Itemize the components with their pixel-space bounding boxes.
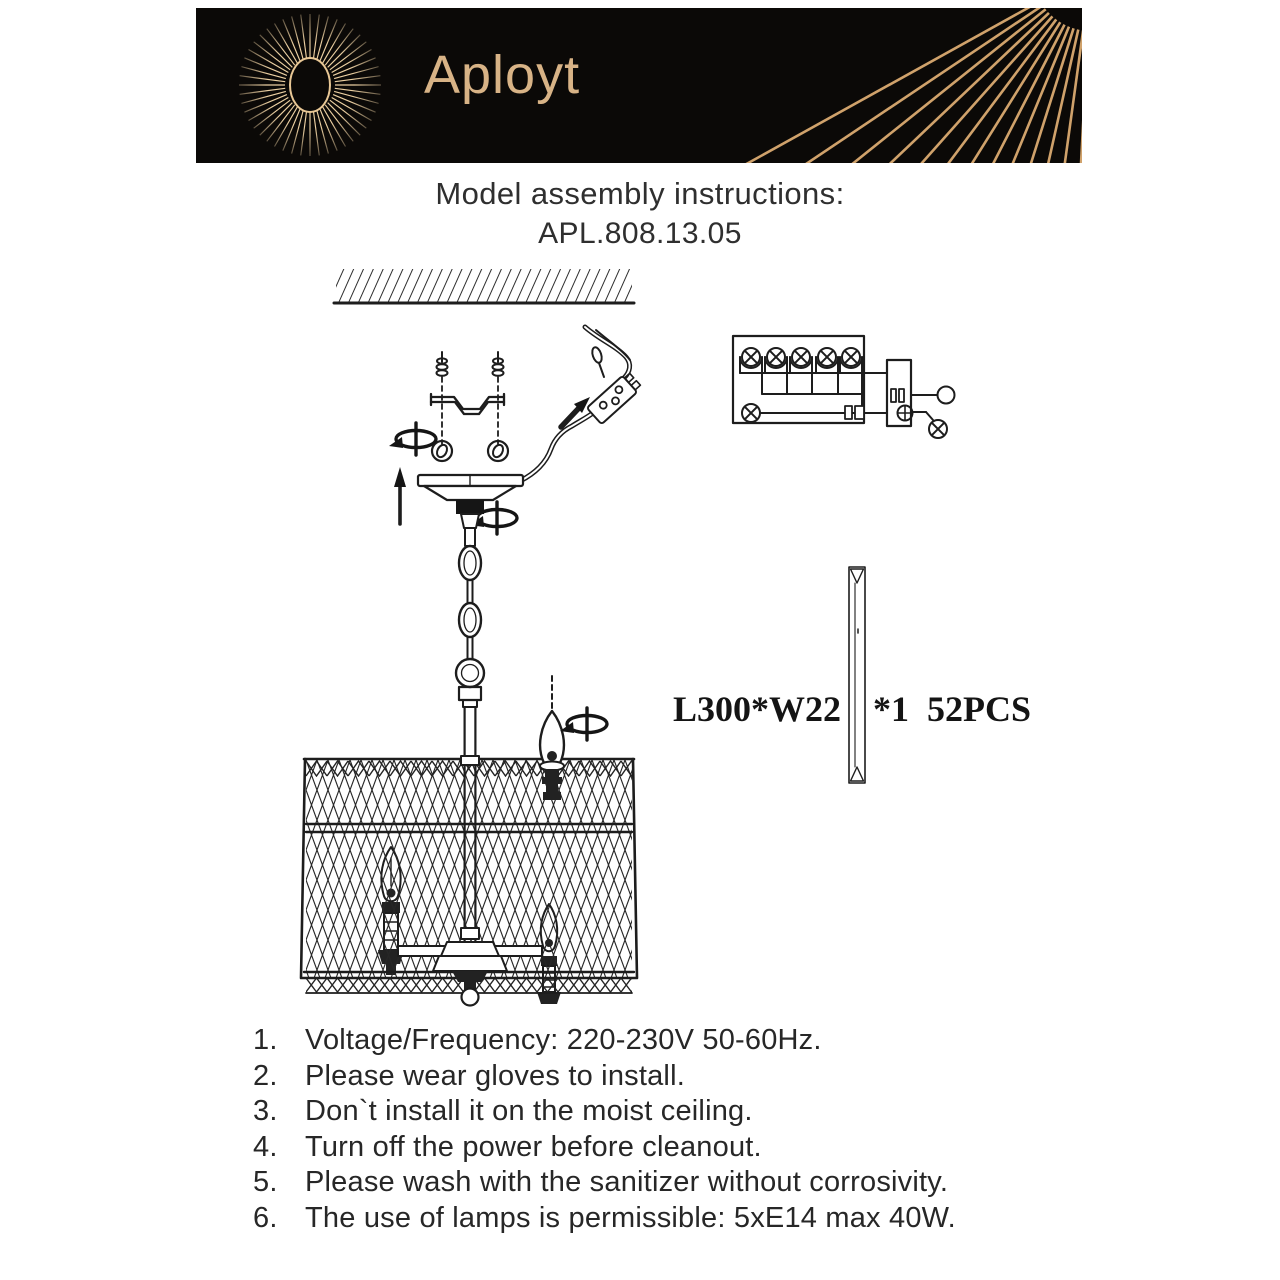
model-number: APL.808.13.05 (538, 217, 742, 250)
wiring-diagram (733, 336, 955, 438)
finial (462, 982, 479, 1006)
lamp-symbol (765, 348, 787, 394)
brand-name: Aployt (424, 45, 581, 105)
lamp-symbol (816, 348, 838, 394)
ceiling-hatch (334, 269, 634, 303)
instruction-list (253, 1024, 1113, 1237)
wire-connector (587, 346, 643, 424)
lamp-symbol (840, 348, 862, 394)
rotation-icon (389, 423, 436, 455)
crystal-prism (849, 567, 865, 783)
item-text: Please wear gloves to install. (305, 1059, 685, 1092)
up-arrow-icon (394, 467, 406, 524)
item-text: Turn off the power before cleanout. (305, 1130, 762, 1163)
item-number: 2. (253, 1059, 278, 1092)
list-item (253, 1060, 1113, 1096)
list-item (253, 1166, 1113, 1202)
item-number: 4. (253, 1130, 278, 1163)
drum-shade (301, 676, 637, 1006)
candle-bulb-top (540, 676, 564, 800)
lamp-symbol (790, 348, 812, 394)
item-number: 1. (253, 1024, 278, 1056)
list-item (253, 1024, 1113, 1060)
page-title: Model assembly instructions: (435, 176, 845, 211)
lamp-symbol (929, 420, 947, 438)
item-text: Voltage/Frequency: 220-230V 50-60Hz. (305, 1024, 822, 1056)
item-text: Please wash with the sanitizer without corrosivity. (305, 1166, 949, 1198)
hanging-chain (456, 528, 484, 707)
lamp-symbol (740, 348, 762, 394)
crystal-qty-label: *1 52PCS (873, 689, 1032, 729)
list-item (253, 1202, 1113, 1238)
item-number: 3. (253, 1095, 278, 1127)
crystal-size-label: L300*W22 (672, 689, 841, 729)
item-text: Don`t install it on the moist ceiling. (305, 1095, 753, 1127)
plug-symbol (938, 387, 955, 404)
ceiling-canopy (418, 475, 523, 528)
lamp-symbol (742, 404, 760, 422)
item-number: 5. (253, 1166, 278, 1198)
terminal-block (887, 360, 913, 426)
mounting-screws (432, 352, 508, 461)
list-item (253, 1095, 1113, 1131)
item-text: The use of lamps is permissible: 5xE14 max 40W. (305, 1201, 956, 1234)
rotation-icon (560, 708, 607, 740)
list-item (253, 1131, 1113, 1167)
item-number: 6. (253, 1201, 278, 1234)
